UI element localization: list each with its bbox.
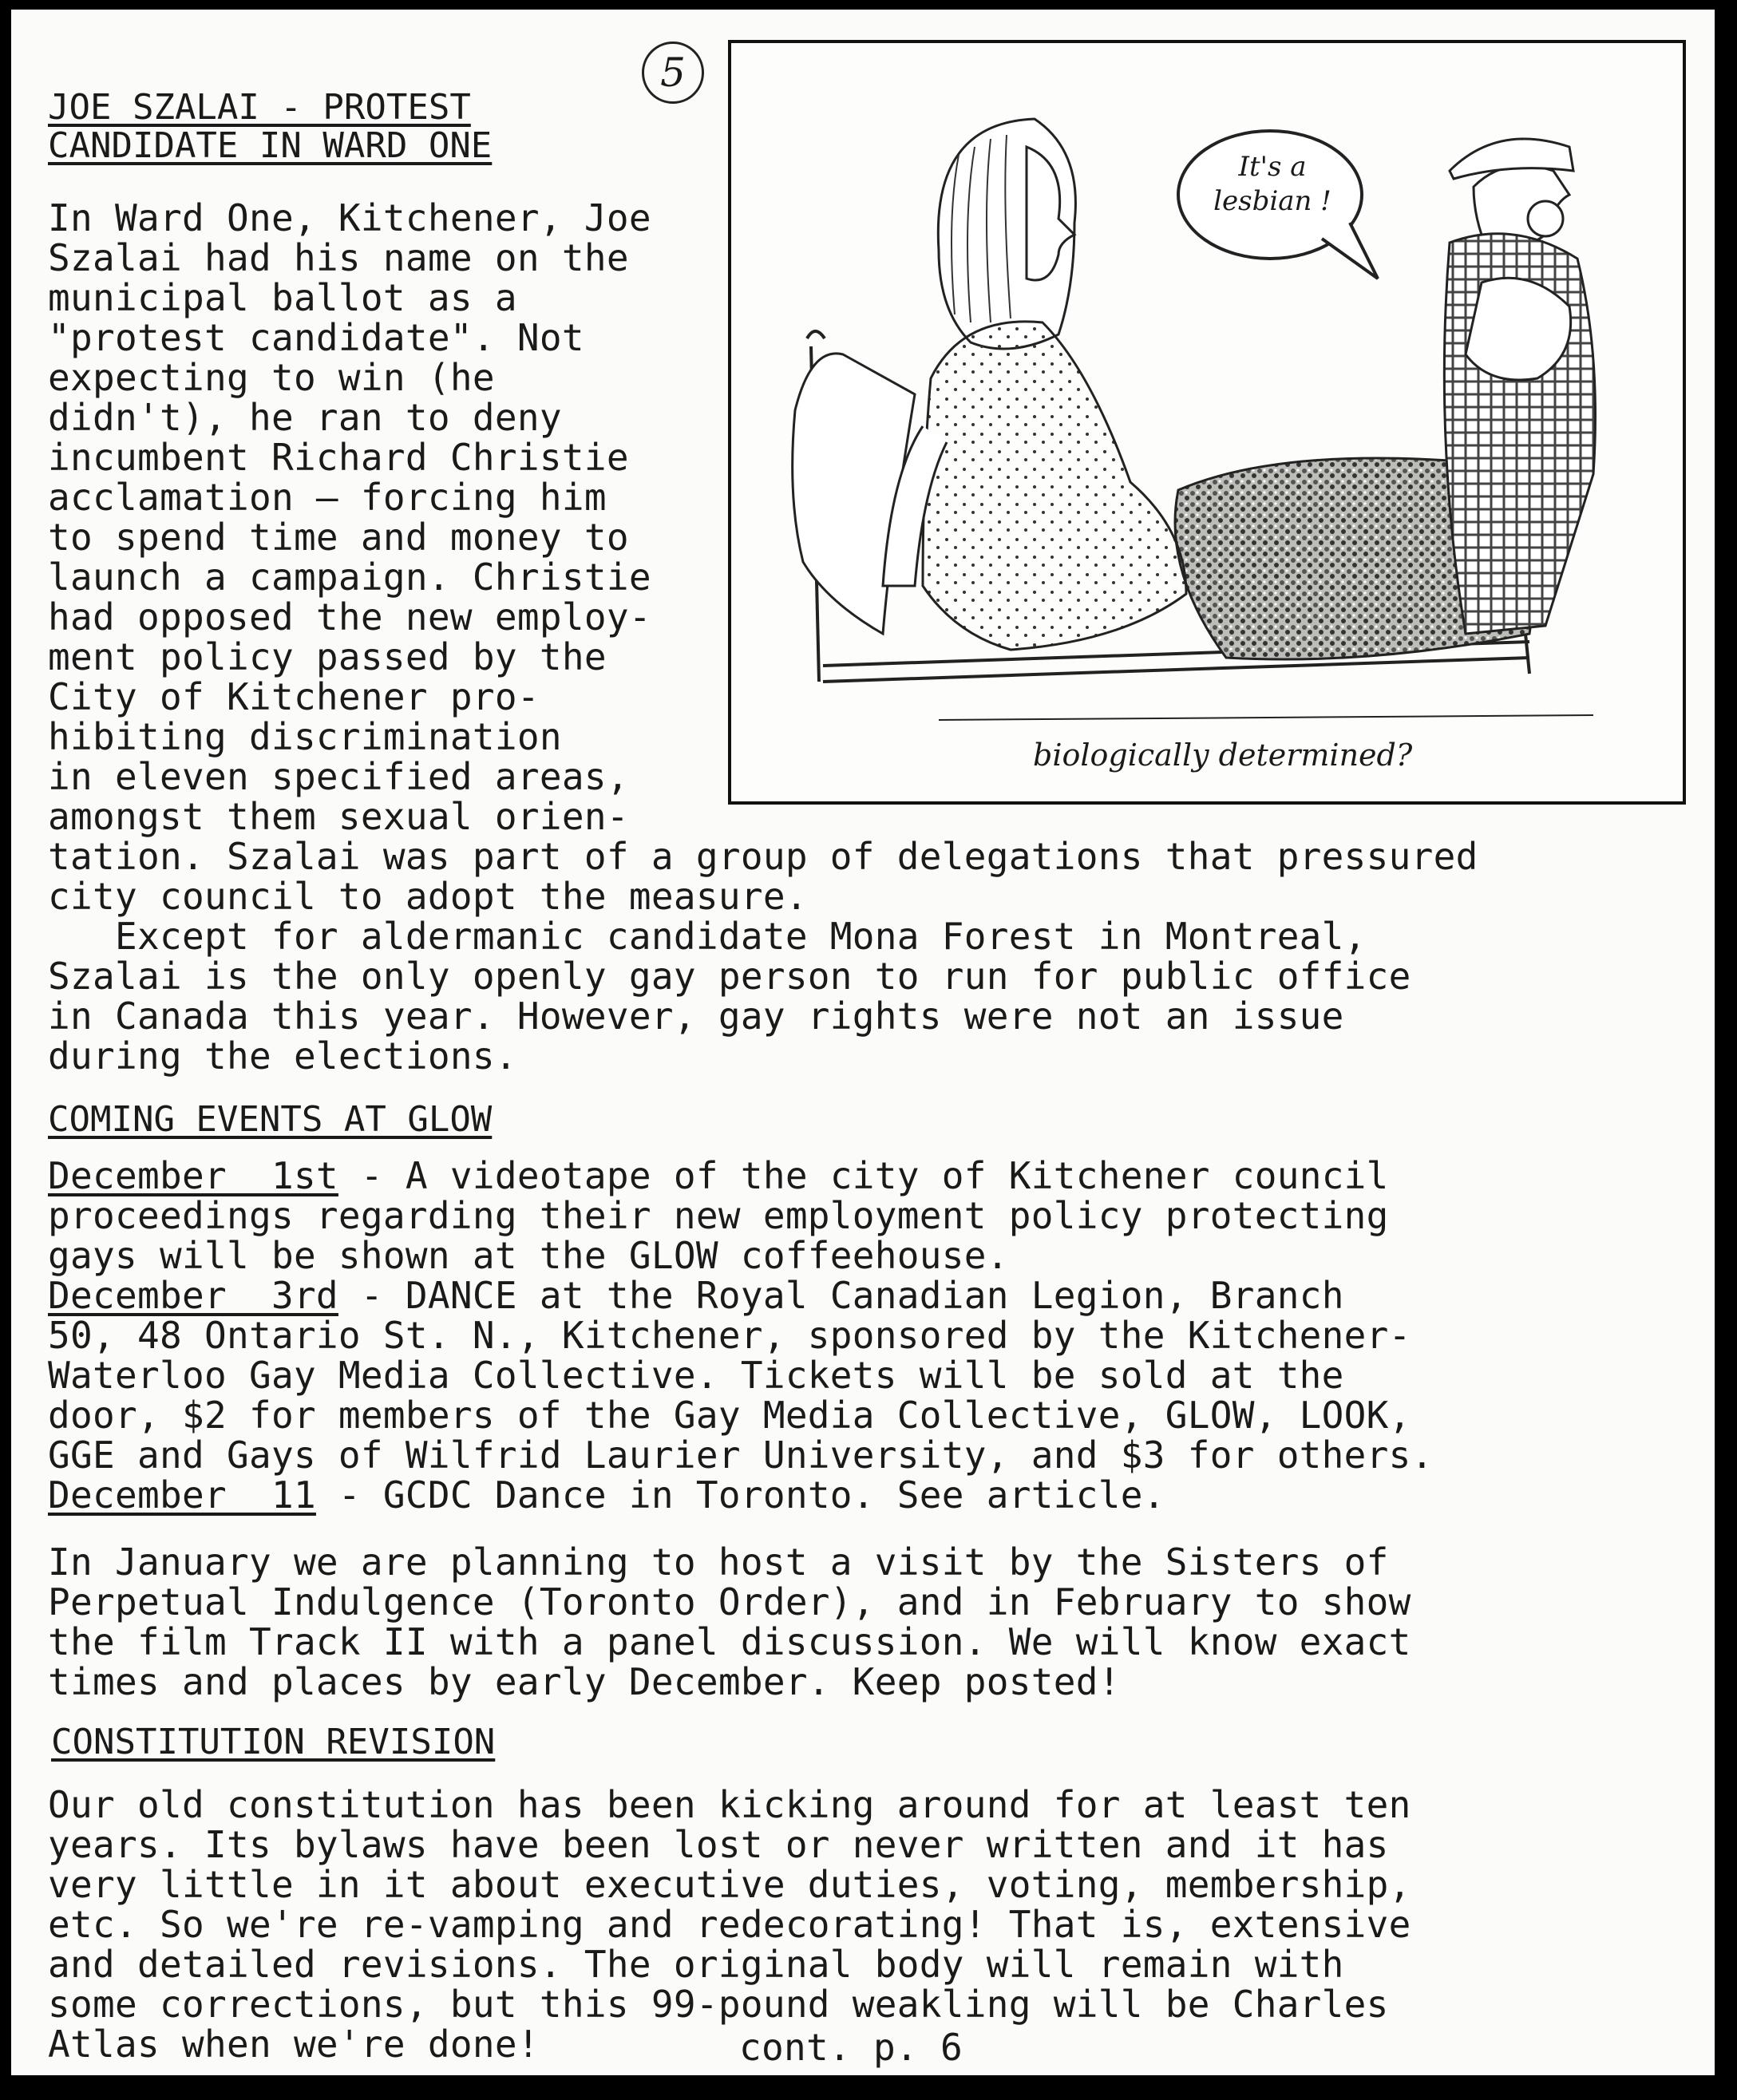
constitution-line: years. Its bylaws have been lost or never written and it has: [48, 1823, 1389, 1866]
article-line: to spend time and money to: [48, 516, 629, 559]
event-date: December 1st: [48, 1154, 338, 1197]
constitution-last-line: Atlas when we're done!: [48, 2023, 540, 2066]
event-date: December 11: [48, 1473, 316, 1517]
article-line: during the elections.: [48, 1034, 517, 1078]
article-line: City of Kitchener pro-: [48, 675, 540, 718]
january-line: Perpetual Indulgence (Toronto Order), and in February to show: [48, 1580, 1411, 1623]
event-text: - A videotape of the city of Kitchener council: [338, 1154, 1389, 1197]
event-line: GGE and Gays of Wilfrid Laurier University, and $3 for others.: [48, 1434, 1434, 1477]
constitution-line: and detailed revisions. The original body will remain with: [48, 1943, 1344, 1986]
article-line: launch a campaign. Christie: [48, 556, 651, 599]
january-line: the film Track II with a panel discussion. We will know exact: [48, 1620, 1411, 1663]
article-line: expecting to win (he: [48, 356, 495, 399]
article-line: In Ward One, Kitchener, Joe: [48, 196, 651, 239]
article-line: "protest candidate". Not: [48, 316, 584, 359]
event-line: 50, 48 Ontario St. N., Kitchener, sponsored by the Kitchener-: [48, 1314, 1411, 1357]
constitution-line: some corrections, but this 99-pound weakling will be Charles: [48, 1983, 1389, 2026]
event-item: [48, 1475, 1165, 1515]
event-line: gays will be shown at the GLOW coffeehouse.: [48, 1234, 1009, 1277]
constitution-line: etc. So we're re-vamping and redecorating! That is, extensive: [48, 1903, 1411, 1946]
speech-bubble-line-2: lesbian !: [1213, 185, 1331, 217]
cartoon-drawing: [731, 43, 1683, 801]
article-line: in Canada this year. However, gay rights were not an issue: [48, 995, 1344, 1038]
article-line: incumbent Richard Christie: [48, 436, 629, 479]
article-line: had opposed the new employ-: [48, 595, 651, 639]
event-item: [48, 1275, 1344, 1315]
speech-bubble-line-1: It's a: [1238, 151, 1307, 183]
event-item: [48, 1156, 1389, 1196]
january-line: times and places by early December. Keep posted!: [48, 1660, 1121, 1703]
article-line: amongst them sexual orien-: [48, 795, 629, 838]
event-line: door, $2 for members of the Gay Media Collective, GLOW, LOOK,: [48, 1394, 1411, 1437]
continued-note: cont. p. 6: [739, 2026, 963, 2069]
event-text: - GCDC Dance in Toronto. See article.: [315, 1473, 1165, 1517]
event-text: - DANCE at the Royal Canadian Legion, Branch: [338, 1274, 1344, 1317]
event-date: December 3rd: [48, 1274, 338, 1317]
article-line: ment policy passed by the: [48, 635, 607, 678]
cartoon-caption: biologically determined?: [1033, 738, 1413, 773]
january-line: In January we are planning to host a visit by the Sisters of: [48, 1540, 1389, 1584]
article-line: city council to adopt the measure.: [48, 875, 808, 918]
article-heading-line-1: JOE SZALAI - PROTEST: [48, 87, 471, 128]
event-line: Waterloo Gay Media Collective. Tickets will be sold at the: [48, 1354, 1344, 1397]
cartoon-illustration: [728, 40, 1686, 805]
article-line: didn't), he ran to deny: [48, 396, 562, 439]
article-line: tation. Szalai was part of a group of delegations that pressured: [48, 835, 1478, 878]
article-heading-line-2: CANDIDATE IN WARD ONE: [48, 125, 493, 166]
article-line: Except for aldermanic candidate Mona Forest in Montreal,: [48, 915, 1367, 958]
page-number: 5: [642, 42, 704, 104]
article-line: hibiting discrimination: [48, 715, 562, 758]
article-line: in eleven specified areas,: [48, 755, 629, 798]
events-heading: COMING EVENTS AT GLOW: [48, 1099, 493, 1140]
article-line: Szalai is the only openly gay person to run for public office: [48, 955, 1411, 998]
constitution-line: very little in it about executive duties, voting, membership,: [48, 1863, 1411, 1906]
newsletter-page: [11, 10, 1715, 2075]
constitution-line: Our old constitution has been kicking around for at least ten: [48, 1783, 1411, 1826]
article-line: municipal ballot as a: [48, 276, 517, 319]
constitution-heading: CONSTITUTION REVISION: [51, 1722, 496, 1762]
event-line: proceedings regarding their new employment policy protecting: [48, 1194, 1389, 1237]
article-line: acclamation — forcing him: [48, 476, 607, 519]
article-line: Szalai had his name on the: [48, 236, 629, 279]
